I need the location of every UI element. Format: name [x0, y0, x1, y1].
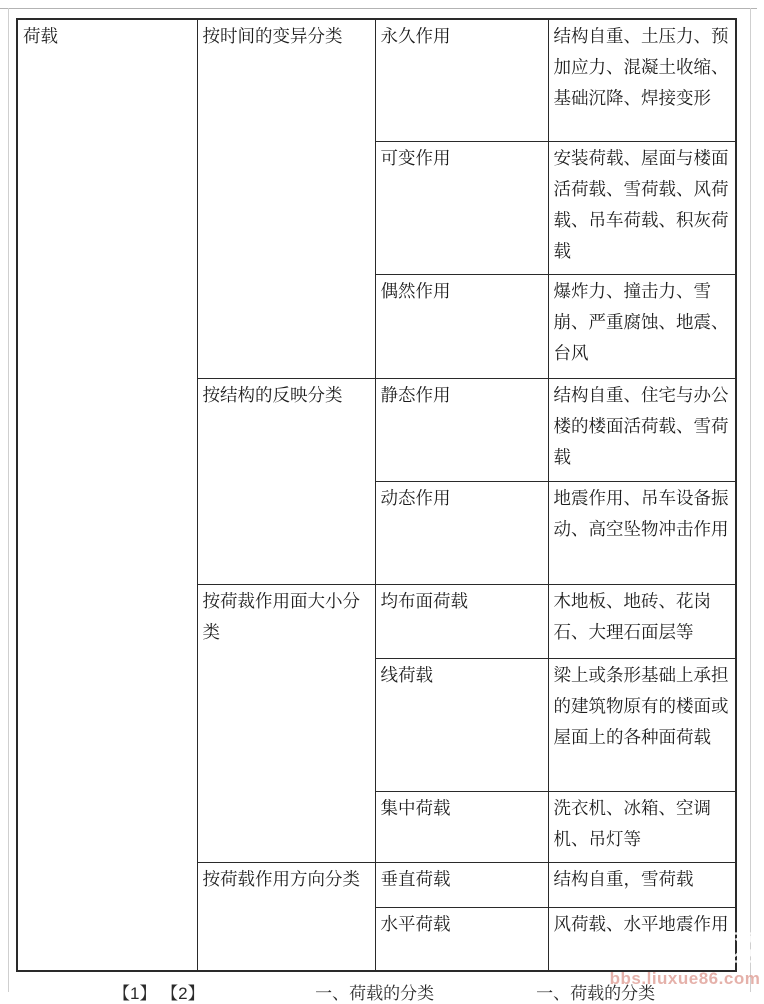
cell-examples: 地震作用、吊车设备振动、高空坠物冲击作用: [548, 481, 736, 584]
cell-category-action-direction: 按荷载作用方向分类: [197, 862, 375, 971]
watermark: [607, 929, 763, 988]
cell-examples: 爆炸力、撞击力、雪崩、严重腐蚀、地震、台风: [548, 274, 736, 378]
cell-examples: 梁上或条形基础上承担的建筑物原有的楼面或屋面上的各种面荷载: [548, 658, 736, 791]
cell-examples: 木地板、地砖、花岗石、大理石面层等: [548, 584, 736, 658]
cell-type: 线荷载: [375, 658, 548, 791]
cell-type: 偶然作用: [375, 274, 548, 378]
cell-type: 垂直荷载: [375, 862, 548, 907]
cell-examples: 结构自重，雪荷载: [548, 862, 736, 907]
load-classification-table: [16, 18, 737, 972]
cell-examples: 洗衣机、冰箱、空调机、吊灯等: [548, 791, 736, 862]
cell-examples: 安装荷载、屋面与楼面活荷载、雪荷载、风荷载、吊车荷载、积灰荷载: [548, 141, 736, 274]
cell-type: 永久作用: [375, 19, 548, 141]
cell-examples: 结构自重、住宅与办公楼的楼面活荷载、雪荷载: [548, 378, 736, 481]
page-right-border: [750, 8, 751, 992]
page-top-border: [0, 8, 757, 9]
cell-category-time-variation: 按时间的变异分类: [197, 19, 375, 378]
cell-type: 水平荷载: [375, 907, 548, 971]
cell-type: 集中荷载: [375, 791, 548, 862]
watermark-url: bbs.liuxue86.com: [609, 969, 761, 988]
cell-type: 动态作用: [375, 481, 548, 584]
watermark-logo-text: 留学社区: [605, 928, 764, 969]
page-left-border: [8, 8, 9, 992]
cell-examples: 风荷载、水平地震作用: [548, 907, 736, 971]
cell-category-structural-response: 按结构的反映分类: [197, 378, 375, 584]
cell-root-load: 荷载: [17, 19, 197, 971]
table-row: [17, 19, 736, 141]
clipped-footer-text: 【1】 【2】 一、荷载的分类 一、荷载的分类: [113, 984, 656, 1003]
cell-examples: 结构自重、土压力、预加应力、混凝土收缩、基础沉降、焊接变形: [548, 19, 736, 141]
cell-type: 均布面荷载: [375, 584, 548, 658]
cell-category-action-area: 按荷裁作用面大小分类: [197, 584, 375, 862]
cell-type: 可变作用: [375, 141, 548, 274]
cell-type: 静态作用: [375, 378, 548, 481]
